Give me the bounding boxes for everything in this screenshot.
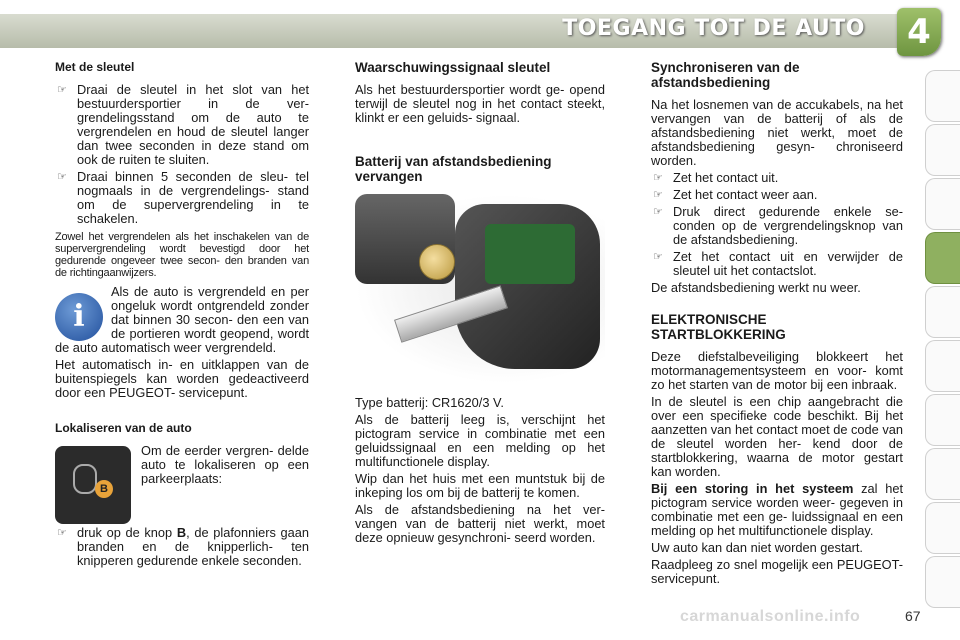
chapter-tab-3[interactable] — [925, 178, 960, 230]
info-text: Als de auto is vergrendeld en per ongeluk wordt ontgrendeld zonder dat binnen 30 secon- den een van de portieren wordt geopend, wordt de auto automatisch weer vergrendeld. — [55, 284, 309, 355]
pointing-hand-icon: ☞ — [653, 189, 663, 201]
watermark: carmanualsonline.info — [680, 608, 861, 625]
column-left — [55, 60, 309, 571]
page-header — [0, 0, 960, 60]
chapter-number-badge: 4 — [897, 8, 941, 56]
chapter-tab-10[interactable] — [925, 556, 960, 608]
list-item: ☞ Zet het contact uit. — [653, 170, 779, 185]
list-item: ☞ Draai binnen 5 seconden de sleu- tel nogmaals in de vergrendelings- stand om de supervergrendeling in te schakelen. — [57, 169, 309, 226]
chapter-tab-7[interactable] — [925, 394, 960, 446]
elektro-para-2: In de sleutel is een chip aangebracht die over een specifieke code beschikt. Bij het aanzetten van het contact moet de code van de sleutel worden her- kend door de startblokkering, waarna de motor gestart kan worden. — [651, 394, 903, 479]
chapter-tab-5[interactable] — [925, 286, 960, 338]
mirrors-text: Het automatisch in- en uitklappen van de buitenspiegels kan worden gedeactiveerd door een PEUGEOT- servicepunt. — [55, 357, 309, 400]
chapter-tab-4-active[interactable] — [925, 232, 960, 284]
list-item: ☞ Zet het contact uit en verwijder de sleutel uit het contactslot. — [653, 249, 903, 278]
chapter-tab-2[interactable] — [925, 124, 960, 176]
met-de-sleutel-list — [55, 83, 309, 226]
batterij-para-3: Als de afstandsbediening na het ver- vangen van de batterij niet werkt, moet deze opnieuw gesynchroni- seerd worden. — [355, 502, 605, 545]
elektro-para-1: Deze diefstalbeveiliging blokkeert het motormanagementsysteem en voor- komt zo het starten van de motor bij een inbraak. — [651, 349, 903, 392]
column-middle — [355, 60, 605, 548]
column-right — [651, 60, 903, 589]
chapter-tab-6[interactable] — [925, 340, 960, 392]
battery-coin-icon — [419, 244, 455, 280]
chapter-tabs — [925, 70, 960, 630]
list-item: ☞ Druk direct gedurende enkele se- conden op de vergrendelingsknop van de afstandsbediening. — [653, 204, 903, 247]
section-title-met-de-sleutel: Met de sleutel — [55, 60, 135, 74]
pointing-hand-icon: ☞ — [57, 171, 67, 183]
pointing-hand-icon: ☞ — [653, 172, 663, 184]
pointing-hand-icon: ☞ — [653, 251, 663, 263]
pointing-hand-icon: ☞ — [57, 527, 67, 539]
section-title-waarschuwing: Waarschuwingssignaal sleutel — [355, 60, 551, 75]
chapter-tab-9[interactable] — [925, 502, 960, 554]
chapter-tab-8[interactable] — [925, 448, 960, 500]
chapter-tab-1[interactable] — [925, 70, 960, 122]
page-title: TOEGANG TOT DE AUTO — [562, 16, 865, 41]
elektro-para-3: Bij een storing in het systeem zal het pictogram service worden weer- gegeven in combinatie met een ge- luidssignaal en een melding op het multifunctionele display. — [651, 481, 903, 538]
lock-button-icon — [73, 464, 97, 494]
pointing-hand-icon: ☞ — [57, 84, 67, 96]
section-title-lokaliseren: Lokaliseren van de auto — [55, 421, 192, 435]
list-item: ☞ Zet het contact weer aan. — [653, 187, 818, 202]
info-box — [55, 285, 309, 355]
batterij-para-1: Als de batterij leeg is, verschijnt het pictogram service in combinatie met een geluidssignaal en een melding op het multifunctionele display. — [355, 412, 605, 469]
button-b-icon: B — [95, 480, 113, 498]
section-title-elektronische-startblokkering: ELEKTRONISCHE STARTBLOKKERING — [651, 312, 786, 342]
waarschuwing-text: Als het bestuurdersportier wordt ge- opend terwijl de sleutel nog in het contact steekt, klinkt er een geluids- signaal. — [355, 82, 605, 125]
remote-key-image — [55, 446, 131, 524]
sync-list — [651, 171, 903, 278]
section-title-synchroniseren: Synchroniseren van de afstandsbediening — [651, 60, 800, 90]
supervergrendeling-note: Zowel het vergrendelen als het inschakelen van de supervergrendeling wordt bevestigd door het gedurende ongeveer twee secon- den branden van de richtingaanwijzers. — [55, 231, 309, 279]
elektro-para-5: Raadpleeg zo snel mogelijk een PEUGEOT-servicepunt. — [651, 557, 903, 586]
elektro-para-4: Uw auto kan dan niet worden gestart. — [651, 540, 863, 555]
pointing-hand-icon: ☞ — [653, 206, 663, 218]
battery-replacement-image — [355, 194, 605, 384]
section-title-batterij: Batterij van afstandsbediening vervangen — [355, 154, 552, 184]
list-item: ☞ Draai de sleutel in het slot van het bestuurdersportier in de ver- grendelingsstand om de auto te vergrendelen en houd de sleutel langer dan twee seconden in deze stand om ook de ruiten te sluiten. — [57, 82, 309, 167]
circuit-board-icon — [485, 224, 575, 284]
type-batterij: Type batterij: CR1620/3 V. — [355, 395, 504, 410]
lokaliseren-text: Om de eerder vergren- delde auto te lokaliseren op een parkeerplaats: — [141, 444, 309, 486]
list-item: ☞ druk op de knop B, de plafonniers gaan branden en de knipperlich- ten knipperen gedurende enkele seconden. — [57, 525, 309, 568]
info-icon: i — [55, 293, 103, 341]
batterij-para-2: Wip dan het huis met een muntstuk bij de inkeping los om bij de batterij te komen. — [355, 471, 605, 500]
lokaliseren-list — [55, 526, 309, 568]
sync-intro: Na het losnemen van de accukabels, na het vervangen van de batterij of als de afstandsbediening niet werkt, moet de afstandsbediening gesyn- chroniseerd worden. — [651, 97, 903, 168]
page-number: 67 — [905, 608, 921, 624]
sync-outro: De afstandsbediening werkt nu weer. — [651, 280, 861, 295]
